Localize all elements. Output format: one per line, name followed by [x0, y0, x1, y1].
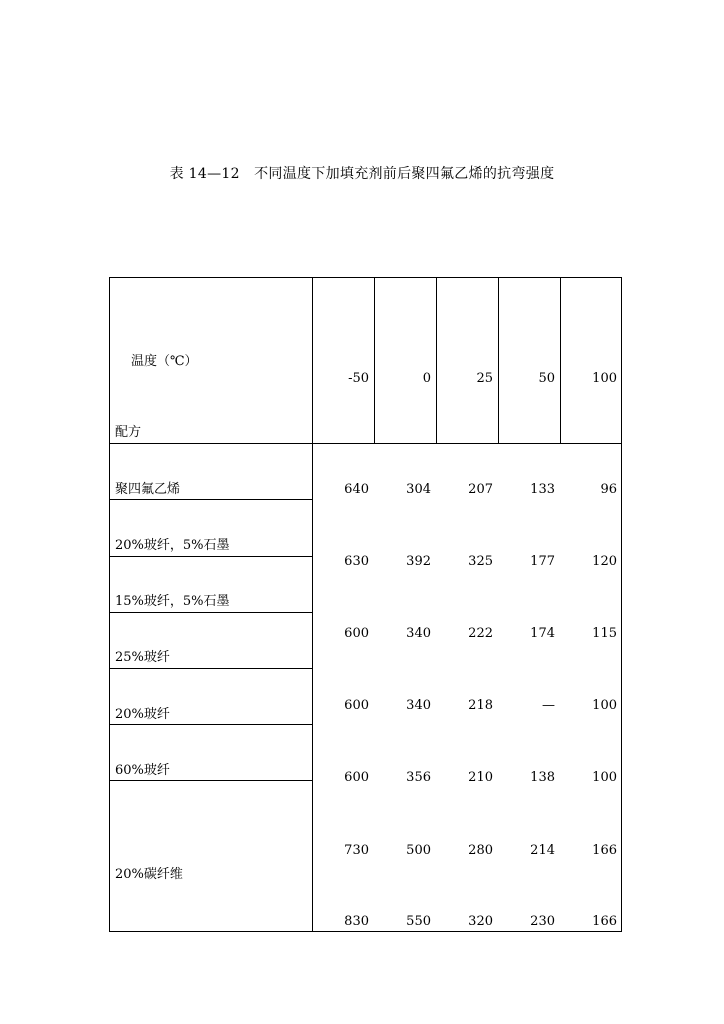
row-divider	[109, 499, 313, 500]
value-cell: 174	[530, 626, 555, 641]
value-cell: 830	[344, 914, 369, 929]
value-cell: 600	[344, 770, 369, 785]
value-cell: 166	[592, 843, 617, 858]
value-cell: 325	[468, 554, 493, 569]
row-divider	[109, 668, 313, 669]
value-cell: 304	[406, 482, 431, 497]
temp-header: -50	[348, 371, 369, 386]
value-cell: 218	[468, 698, 493, 713]
data-table	[109, 277, 622, 932]
value-cell: 115	[592, 626, 617, 641]
column-divider	[374, 277, 375, 444]
value-cell: 100	[592, 698, 617, 713]
formula-cell: 60%玻纤	[115, 763, 170, 778]
value-cell: —	[542, 698, 555, 713]
value-cell: 120	[592, 554, 617, 569]
value-cell: 230	[530, 914, 555, 929]
column-divider	[560, 277, 561, 444]
row-divider	[109, 612, 313, 613]
value-cell: 730	[344, 843, 369, 858]
temp-header: 50	[538, 371, 555, 386]
header-divider	[109, 443, 622, 444]
column-divider	[498, 277, 499, 444]
value-cell: 222	[468, 626, 493, 641]
value-cell: 133	[530, 482, 555, 497]
value-cell: 640	[344, 482, 369, 497]
table-border-left	[109, 277, 110, 932]
table-border-right	[621, 277, 622, 932]
temp-header: 25	[476, 371, 493, 386]
value-cell: 166	[592, 914, 617, 929]
value-cell: 600	[344, 698, 369, 713]
table-border-top	[109, 277, 622, 278]
value-cell: 600	[344, 626, 369, 641]
value-cell: 280	[468, 843, 493, 858]
value-cell: 356	[406, 770, 431, 785]
temp-header: 100	[592, 371, 617, 386]
column-divider	[436, 277, 437, 444]
value-cell: 96	[600, 482, 617, 497]
value-cell: 210	[468, 770, 493, 785]
table-border-bottom	[109, 931, 622, 932]
value-cell: 177	[530, 554, 555, 569]
value-cell: 550	[406, 914, 431, 929]
value-cell: 138	[530, 770, 555, 785]
value-cell: 207	[468, 482, 493, 497]
row-divider	[109, 724, 313, 725]
value-cell: 630	[344, 554, 369, 569]
formula-label: 配方	[115, 425, 142, 440]
formula-cell: 15%玻纤，5%石墨	[115, 594, 230, 609]
value-cell: 214	[530, 843, 555, 858]
value-cell: 340	[406, 698, 431, 713]
table-title: 表 14—12 不同温度下加填充剂前后聚四氟乙烯的抗弯强度	[169, 166, 555, 182]
value-cell: 100	[592, 770, 617, 785]
row-divider	[109, 780, 313, 781]
formula-cell: 20%玻纤，5%石墨	[115, 538, 230, 553]
formula-cell: 20%玻纤	[115, 707, 170, 722]
temperature-label: 温度（℃）	[131, 354, 198, 369]
value-cell: 320	[468, 914, 493, 929]
formula-cell: 聚四氟乙烯	[115, 482, 181, 497]
value-cell: 392	[406, 554, 431, 569]
value-cell: 500	[406, 843, 431, 858]
row-divider	[109, 556, 313, 557]
temp-header: 0	[422, 371, 431, 386]
formula-cell: 20%碳纤维	[115, 867, 183, 882]
formula-cell: 25%玻纤	[115, 650, 170, 665]
value-cell: 340	[406, 626, 431, 641]
